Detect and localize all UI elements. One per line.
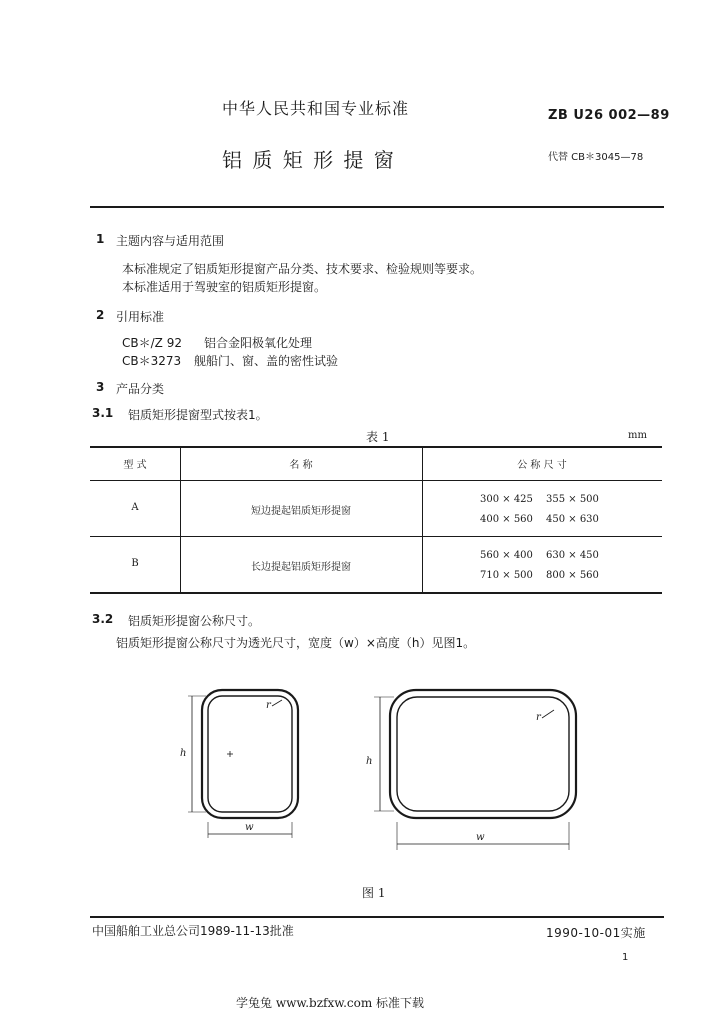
- table-row-rule: [90, 536, 662, 537]
- table-row-a-size-4: 450 × 630: [546, 514, 599, 525]
- table-row-a-name: 短边提起铝质矩形提窗: [251, 506, 351, 517]
- clause-3-1-number: 3.1: [92, 406, 114, 420]
- right-window-frame-outer: [390, 690, 576, 818]
- table-row-b-size-1: 560 × 400: [480, 550, 533, 561]
- clause-3-2-text: 铝质矩形提窗公称尺寸。: [128, 614, 261, 628]
- table-row-a-type: A: [131, 502, 139, 513]
- standard-code: ZB U26 002—89: [548, 108, 670, 123]
- reference-1-code: CB＊/Z 92: [122, 336, 182, 350]
- figure-caption: 图 1: [362, 886, 386, 900]
- table-row-b-name: 长边提起铝质矩形提窗: [251, 562, 351, 573]
- table-row-a-size-2: 355 × 500: [546, 494, 599, 505]
- footer-rule: [90, 916, 664, 918]
- standard-authority: 中华人民共和国专业标准: [222, 99, 410, 118]
- table-caption: 表 1: [366, 430, 390, 444]
- effective-date: 1990-10-01实施: [546, 926, 646, 940]
- right-window-frame-inner: [397, 697, 569, 811]
- approval-note: 中国船舶工业总公司1989-11-13批准: [92, 924, 294, 938]
- reference-2-title: 舰船门、窗、盖的密性试验: [194, 354, 339, 368]
- page-number: 1: [622, 952, 629, 963]
- table-header-name: 名 称: [289, 460, 313, 471]
- section-1-line-1: 本标准规定了铝质矩形提窗产品分类、技术要求、检验规则等要求。: [122, 262, 483, 276]
- left-figure-w-label: w: [245, 822, 254, 833]
- section-2-heading: 引用标准: [116, 310, 165, 324]
- left-figure-h-label: h: [180, 748, 187, 759]
- reference-2-code: CB＊3273: [122, 354, 182, 368]
- table-row-b-size-4: 800 × 560: [546, 570, 599, 581]
- right-figure-h-label: h: [366, 756, 373, 767]
- table-row-a-size-1: 300 × 425: [480, 494, 533, 505]
- section-3-heading: 产品分类: [116, 382, 165, 396]
- table-bottom-rule: [90, 592, 662, 594]
- table-row-b-size-3: 710 × 500: [480, 570, 533, 581]
- section-3-number: 3: [96, 380, 105, 394]
- watermark-text: 学兔兔 www.bzfxw.com 标准下载: [236, 996, 425, 1010]
- document-title: 铝 质 矩 形 提 窗: [222, 148, 396, 172]
- reference-1-title: 铝合金阳极氧化处理: [204, 336, 313, 350]
- left-figure-r-label: r: [266, 700, 271, 711]
- section-1-line-2: 本标准适用于驾驶室的铝质矩形提窗。: [122, 280, 327, 294]
- figure-right-window: [360, 680, 580, 856]
- clause-3-1-text: 铝质矩形提窗型式按表1。: [128, 408, 268, 422]
- replaces-note: 代替 CB＊3045—78: [548, 152, 644, 163]
- table-header-sizes: 公 称 尺 寸: [517, 460, 567, 471]
- section-1-number: 1: [96, 232, 105, 246]
- table-top-rule: [90, 446, 662, 448]
- table-header-rule: [90, 480, 662, 481]
- right-figure-r-label: r: [536, 712, 541, 723]
- table-header-type: 型 式: [123, 460, 147, 471]
- clause-3-2-number: 3.2: [92, 612, 114, 626]
- table-row-b-size-2: 630 × 450: [546, 550, 599, 561]
- clause-3-2-detail: 铝质矩形提窗公称尺寸为透光尺寸，宽度（w）×高度（h）见图1。: [116, 636, 476, 650]
- left-window-frame-inner: [208, 696, 292, 812]
- table-row-a-size-3: 400 × 560: [480, 514, 533, 525]
- section-2-number: 2: [96, 308, 105, 322]
- right-figure-w-label: w: [476, 832, 485, 843]
- table-row-b-type: B: [131, 558, 139, 569]
- left-window-frame-outer: [202, 690, 298, 818]
- table-unit: mm: [628, 430, 647, 441]
- section-1-heading: 主题内容与适用范围: [116, 234, 225, 248]
- header-rule: [90, 206, 664, 208]
